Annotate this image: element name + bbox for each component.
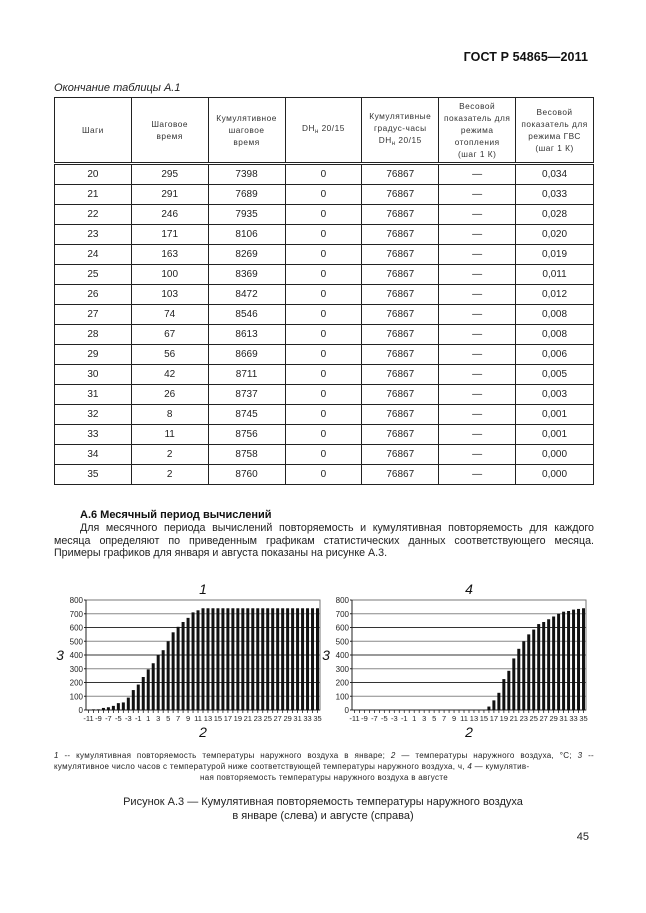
bar: [137, 685, 140, 710]
bar: [261, 608, 264, 710]
svg-text:100: 100: [335, 692, 349, 702]
bar: [557, 614, 560, 710]
table-cell: 0,001: [516, 405, 594, 425]
bar: [532, 630, 535, 710]
col-header-heating-weight: Весовой показатель для режима отопления (шаг 1 К): [439, 98, 516, 164]
standard-header: ГОСТ Р 54865—2011: [463, 50, 588, 64]
bar: [182, 622, 185, 710]
table-cell: 0: [285, 305, 362, 325]
table-cell: —: [439, 185, 516, 205]
table-cell: 42: [131, 365, 208, 385]
bar: [276, 608, 279, 710]
section-paragraph: Для месячного периода вычислений повторяемость и кумулятивная повторяемость для каждого месяца определяют по приведенным графикам статистических данных соответствующего месяца. Примеры графиков для января и августа показаны на рисунке А.3.: [54, 522, 594, 559]
chart-january: [50, 582, 330, 742]
table-cell: 163: [131, 245, 208, 265]
svg-text:300: 300: [335, 664, 349, 674]
table-cell: 0: [285, 425, 362, 445]
table-cell: 67: [131, 325, 208, 345]
table-cell: 0,033: [516, 185, 594, 205]
table-cell: 0,006: [516, 345, 594, 365]
bar: [147, 669, 150, 710]
table-cell: 8711: [208, 365, 285, 385]
svg-text:31: 31: [293, 714, 302, 723]
table-cell: 0: [285, 285, 362, 305]
bar: [117, 703, 120, 710]
table-cell: 24: [55, 245, 132, 265]
table-cell: 26: [55, 285, 132, 305]
svg-text:-7: -7: [371, 714, 378, 723]
table-cell: 74: [131, 305, 208, 325]
col-header-dhw-weight: Весовой показатель для режима ГВС (шаг 1 К): [516, 98, 594, 164]
svg-text:-9: -9: [361, 714, 368, 723]
table-cell: 23: [55, 225, 132, 245]
bar: [527, 634, 530, 710]
bar: [507, 671, 510, 710]
svg-text:17: 17: [489, 714, 499, 723]
svg-text:700: 700: [335, 609, 349, 619]
table-row: [55, 164, 594, 185]
bar: [492, 700, 495, 710]
table-cell: —: [439, 465, 516, 485]
table-cell: 76867: [362, 385, 439, 405]
svg-text:23: 23: [253, 714, 262, 723]
svg-text:13: 13: [469, 714, 479, 723]
col-header-step-time: Шаговое время: [131, 98, 208, 164]
table-cell: —: [439, 305, 516, 325]
table-cell: 0,028: [516, 205, 594, 225]
bar: [216, 608, 219, 710]
table-cell: 21: [55, 185, 132, 205]
table-cell: 76867: [362, 225, 439, 245]
chart-august: [316, 582, 596, 742]
table-cell: 7689: [208, 185, 285, 205]
svg-text:500: 500: [335, 637, 349, 647]
table-cell: 35: [55, 465, 132, 485]
table-cell: 291: [131, 185, 208, 205]
svg-text:35: 35: [579, 714, 588, 723]
table-cell: —: [439, 365, 516, 385]
svg-text:800: 800: [335, 596, 349, 605]
svg-text:-1: -1: [134, 714, 142, 723]
table-row: [55, 365, 594, 385]
table-cell: 0,034: [516, 164, 594, 185]
table-cell: 0,000: [516, 465, 594, 485]
svg-text:21: 21: [509, 714, 518, 723]
bar: [157, 655, 160, 710]
svg-text:19: 19: [233, 714, 243, 723]
table-row: [55, 445, 594, 465]
bar: [107, 707, 110, 710]
table-cell: 28: [55, 325, 132, 345]
table-header-row: [55, 98, 594, 164]
bar: [127, 698, 130, 710]
bar: [206, 608, 209, 710]
svg-text:-3: -3: [124, 714, 132, 723]
table-cell: 7935: [208, 205, 285, 225]
table-cell: 76867: [362, 245, 439, 265]
table-row: [55, 425, 594, 445]
page-number: 45: [576, 831, 589, 843]
table-cell: —: [439, 265, 516, 285]
bar: [512, 658, 515, 710]
table-cell: 0: [285, 245, 362, 265]
svg-text:29: 29: [549, 714, 558, 723]
figure-caption: Рисунок А.3 — Кумулятивная повторяемость температуры наружного воздуха в январе (слева) и августе (справа): [123, 796, 523, 822]
bar: [572, 610, 575, 710]
table-cell: 246: [131, 205, 208, 225]
bar: [231, 608, 234, 710]
bar: [537, 624, 540, 710]
table-cell: 11: [131, 425, 208, 445]
svg-text:33: 33: [569, 714, 578, 723]
svg-text:5: 5: [166, 714, 171, 723]
table-cell: 0,001: [516, 425, 594, 445]
table-cell: —: [439, 385, 516, 405]
svg-text:21: 21: [243, 714, 252, 723]
bar: [306, 608, 309, 710]
table-cell: 103: [131, 285, 208, 305]
table-cell: 56: [131, 345, 208, 365]
table-cell: 0,011: [516, 265, 594, 285]
svg-text:3: 3: [422, 714, 427, 723]
bar: [177, 627, 180, 710]
table-row: [55, 185, 594, 205]
chart-title: 1: [199, 582, 207, 597]
table-cell: 8745: [208, 405, 285, 425]
svg-text:11: 11: [460, 714, 468, 723]
table-row: [55, 405, 594, 425]
table-cell: 2: [131, 465, 208, 485]
bar: [221, 608, 224, 710]
svg-text:-5: -5: [381, 714, 388, 723]
bar: [187, 618, 190, 710]
bar: [92, 709, 95, 710]
bar: [582, 608, 585, 710]
svg-text:33: 33: [303, 714, 312, 723]
bar: [552, 617, 555, 711]
col-header-dh: $DH_н$ 20/15: [285, 98, 362, 164]
table-cell: 0,008: [516, 325, 594, 345]
table-cell: 25: [55, 265, 132, 285]
table-cell: —: [439, 425, 516, 445]
bar: [547, 619, 550, 710]
svg-text:11: 11: [194, 714, 202, 723]
data-table: [54, 97, 594, 485]
table-cell: —: [439, 225, 516, 245]
svg-text:13: 13: [203, 714, 213, 723]
table-row: [55, 285, 594, 305]
bar: [202, 608, 205, 710]
bar: [246, 608, 249, 710]
table-cell: 76867: [362, 365, 439, 385]
svg-text:23: 23: [519, 714, 528, 723]
table-cell: 0: [285, 325, 362, 345]
table-cell: 0: [285, 265, 362, 285]
col-header-cumulative-degree-hours: Кумулятивные градус-часы $DH_н$ 20/15: [362, 98, 439, 164]
table-cell: 76867: [362, 465, 439, 485]
table-cell: 7398: [208, 164, 285, 185]
table-cell: 0,000: [516, 445, 594, 465]
bar: [271, 608, 274, 710]
table-cell: 0: [285, 405, 362, 425]
bar: [122, 702, 125, 710]
bar: [167, 641, 170, 710]
table-row: [55, 265, 594, 285]
table-cell: 0: [285, 345, 362, 365]
table-cell: 0: [285, 164, 362, 185]
table-cell: 8546: [208, 305, 285, 325]
table-cell: 20: [55, 164, 132, 185]
table-cell: 76867: [362, 285, 439, 305]
bar: [502, 679, 505, 710]
table-cell: 0: [285, 185, 362, 205]
svg-text:25: 25: [529, 714, 538, 723]
svg-text:600: 600: [69, 623, 83, 633]
y-axis-label: 3: [56, 647, 64, 663]
bar: [487, 707, 490, 710]
svg-text:600: 600: [335, 623, 349, 633]
svg-text:15: 15: [213, 714, 223, 723]
table-cell: 31: [55, 385, 132, 405]
svg-text:31: 31: [559, 714, 568, 723]
chart-title: 4: [465, 582, 473, 597]
table-cell: 100: [131, 265, 208, 285]
x-axis-label: 2: [199, 724, 207, 740]
table-cell: 8613: [208, 325, 285, 345]
bar: [562, 612, 565, 710]
bar: [291, 608, 294, 710]
bar: [112, 706, 115, 710]
bar: [517, 649, 520, 710]
bar: [97, 709, 100, 710]
table-cell: 8737: [208, 385, 285, 405]
svg-text:100: 100: [69, 692, 83, 702]
table-cell: —: [439, 445, 516, 465]
svg-text:9: 9: [185, 714, 191, 723]
svg-text:1: 1: [146, 714, 151, 723]
table-cell: 8756: [208, 425, 285, 445]
table-row: [55, 245, 594, 265]
table-cell: 0: [285, 225, 362, 245]
table-cell: —: [439, 345, 516, 365]
table-cell: 0: [285, 465, 362, 485]
svg-text:-1: -1: [400, 714, 408, 723]
table-cell: 34: [55, 445, 132, 465]
bar: [211, 608, 214, 710]
table-cell: 76867: [362, 265, 439, 285]
table-cell: 76867: [362, 325, 439, 345]
table-row: [55, 345, 594, 365]
svg-text:500: 500: [69, 637, 83, 647]
table-cell: 26: [131, 385, 208, 405]
svg-text:19: 19: [499, 714, 509, 723]
bar: [162, 650, 165, 710]
svg-text:-9: -9: [95, 714, 102, 723]
bar: [226, 608, 229, 710]
table-cell: 0,012: [516, 285, 594, 305]
table-cell: 8106: [208, 225, 285, 245]
svg-text:300: 300: [69, 664, 83, 674]
y-axis-label: 3: [322, 647, 330, 663]
table-cell: 0: [285, 445, 362, 465]
bar: [281, 608, 284, 710]
table-row: [55, 305, 594, 325]
svg-text:-5: -5: [115, 714, 122, 723]
table-cell: —: [439, 245, 516, 265]
bar: [142, 677, 145, 710]
table-cell: 0: [285, 365, 362, 385]
table-caption: Окончание таблицы А.1: [54, 82, 181, 94]
table-cell: 8369: [208, 265, 285, 285]
svg-text:700: 700: [69, 609, 83, 619]
svg-text:29: 29: [283, 714, 292, 723]
table-cell: 76867: [362, 425, 439, 445]
table-cell: 76867: [362, 345, 439, 365]
bar: [256, 608, 259, 710]
table-body: [55, 164, 594, 485]
svg-text:-3: -3: [390, 714, 398, 723]
table-row: [55, 465, 594, 485]
table-cell: 8758: [208, 445, 285, 465]
svg-text:7: 7: [176, 714, 181, 723]
table-cell: —: [439, 325, 516, 345]
table-cell: 295: [131, 164, 208, 185]
table-cell: —: [439, 405, 516, 425]
bar: [296, 608, 299, 710]
table-row: [55, 385, 594, 405]
table-cell: 76867: [362, 445, 439, 465]
svg-text:7: 7: [442, 714, 447, 723]
table-cell: 8269: [208, 245, 285, 265]
bar: [241, 608, 244, 710]
col-header-steps: Шаги: [55, 98, 132, 164]
table-cell: 8669: [208, 345, 285, 365]
table-cell: 0: [285, 205, 362, 225]
table-row: [55, 205, 594, 225]
table-cell: 0: [285, 385, 362, 405]
svg-text:-11: -11: [349, 714, 360, 723]
table-cell: 76867: [362, 185, 439, 205]
svg-text:1: 1: [412, 714, 417, 723]
table-cell: —: [439, 285, 516, 305]
bar: [567, 611, 570, 710]
svg-text:15: 15: [479, 714, 489, 723]
table-cell: 27: [55, 305, 132, 325]
table-cell: 76867: [362, 405, 439, 425]
svg-text:400: 400: [69, 651, 83, 660]
bar: [172, 632, 175, 710]
svg-text:3: 3: [156, 714, 161, 723]
svg-text:0: 0: [344, 706, 349, 715]
svg-text:-7: -7: [105, 714, 112, 723]
figure-legend: 1 -- кумулятивная повторяемость температуры наружного воздуха в январе; 2 — температуры наружного воздуха, °С; 3 -- кумулятивное число часов с температурой ниже соответствующей температуры наружного воздуха, ч, 4 — кумулятив- ная повторяемость температуры наружного воздуха в августе: [54, 751, 594, 782]
section-title: А.6 Месячный период вычислений: [80, 509, 272, 521]
svg-text:-11: -11: [83, 714, 94, 723]
bar: [152, 663, 155, 710]
table-cell: 32: [55, 405, 132, 425]
table-cell: —: [439, 205, 516, 225]
table-cell: 8: [131, 405, 208, 425]
table-cell: 8760: [208, 465, 285, 485]
table-cell: 2: [131, 445, 208, 465]
table-cell: 0,003: [516, 385, 594, 405]
table-cell: 0,008: [516, 305, 594, 325]
table-cell: 30: [55, 365, 132, 385]
svg-text:25: 25: [263, 714, 272, 723]
bar: [497, 693, 500, 710]
table-cell: 8472: [208, 285, 285, 305]
svg-text:27: 27: [539, 714, 548, 723]
bar: [132, 690, 135, 710]
bar: [192, 612, 195, 710]
svg-text:9: 9: [451, 714, 457, 723]
svg-text:200: 200: [69, 678, 83, 688]
svg-text:5: 5: [432, 714, 437, 723]
bar: [542, 622, 545, 710]
table-cell: 0,005: [516, 365, 594, 385]
svg-text:35: 35: [313, 714, 322, 723]
svg-text:27: 27: [273, 714, 282, 723]
svg-text:400: 400: [335, 651, 349, 660]
table-cell: —: [439, 164, 516, 185]
bar: [197, 610, 200, 710]
svg-text:0: 0: [78, 706, 83, 715]
bar: [311, 608, 314, 710]
svg-text:17: 17: [223, 714, 233, 723]
bar: [251, 608, 254, 710]
table-row: [55, 225, 594, 245]
table-cell: 76867: [362, 205, 439, 225]
bar: [102, 708, 105, 710]
table-cell: 171: [131, 225, 208, 245]
svg-text:200: 200: [335, 678, 349, 688]
table-cell: 22: [55, 205, 132, 225]
table-cell: 76867: [362, 305, 439, 325]
table-cell: 33: [55, 425, 132, 445]
bar: [301, 608, 304, 710]
bar: [266, 608, 269, 710]
table-cell: 0,020: [516, 225, 594, 245]
table-cell: 0,019: [516, 245, 594, 265]
bar: [286, 608, 289, 710]
bar: [577, 609, 580, 710]
table-cell: 29: [55, 345, 132, 365]
bar: [522, 641, 525, 710]
col-header-cumulative-step-time: Кумулятивное шаговое время: [208, 98, 285, 164]
bar: [236, 608, 239, 710]
table-row: [55, 325, 594, 345]
x-axis-label: 2: [465, 724, 473, 740]
svg-text:800: 800: [69, 596, 83, 605]
table-cell: 76867: [362, 164, 439, 185]
